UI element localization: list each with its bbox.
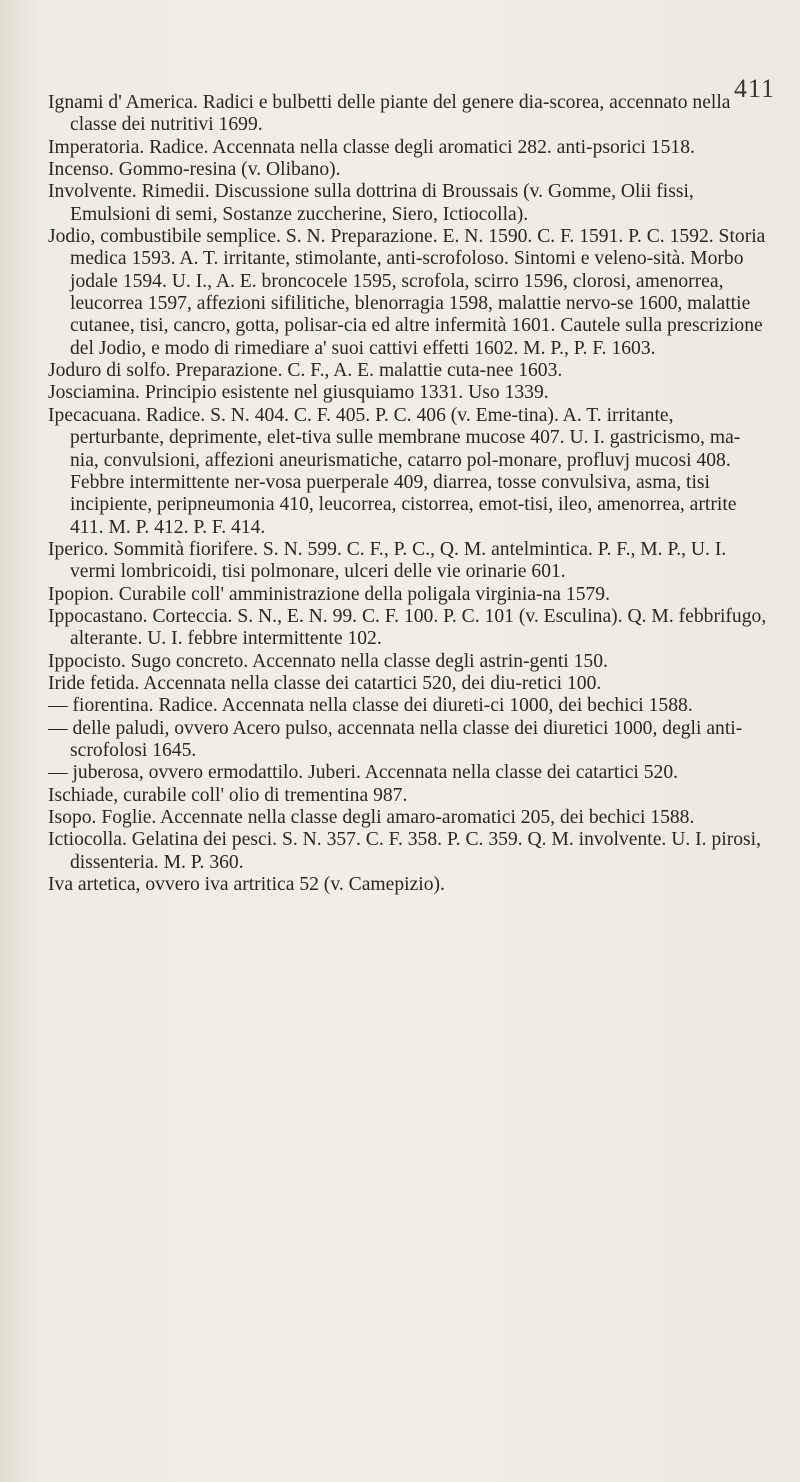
index-entry: Imperatoria. Radice. Accennata nella classe degli aromatici 282. anti-psorici 1518. bbox=[48, 136, 695, 158]
index-entry: Iride fetida. Accennata nella classe dei catartici 520, dei diu-retici 100. bbox=[48, 672, 602, 694]
index-entries bbox=[48, 92, 768, 896]
index-entry: Joduro di solfo. Preparazione. C. F., A. E. malattie cuta-nee 1603. bbox=[48, 360, 563, 382]
index-entry: Ippocastano. Corteccia. S. N., E. N. 99. C. F. 100. P. C. 101 (v. Esculina). Q. M. febbrifugo, alterante. U. I. febbre intermittente 102. bbox=[48, 605, 767, 650]
index-entry: Isopo. Foglie. Accennate nella classe degli amaro-aromatici 205, dei bechici 1588. bbox=[48, 807, 695, 828]
index-entry: Iperico. Sommità fiorifere. S. N. 599. C. F., P. C., Q. M. antelmintica. P. F., M. P., U. I. vermi lombricoidi, tisi polmonare, ulceri delle vie orinarie 601. bbox=[48, 538, 727, 583]
index-subentry: — delle paludi, ovvero Acero pulso, accennata nella classe dei diuretici 1000, degli anti-scrofolosi 1645. bbox=[48, 717, 743, 761]
index-entry: Ignami d' America. Radici e bulbetti delle piante del genere dia-scorea, accennato nella classe dei nutritivi 1699. bbox=[48, 92, 731, 136]
index-entry: Ipopion. Curabile coll' amministrazione della poligala virginia-na 1579. bbox=[48, 583, 610, 605]
page-number: 411 bbox=[734, 74, 776, 103]
index-entry: Ipecacuana. Radice. S. N. 404. C. F. 405. P. C. 406 (v. Eme-tina). A. T. irritante, perturbante, deprimente, elet-tiva sulle membrane mucose 407. U. I. gastricismo, ma-nia, convulsioni, affezioni aneurismatiche, catarro pol-monare, profluvj mucosi 408. Febbre intermittente ner-vosa puerperale 409, diarrea, tosse convulsiva, asma, tisi incipiente, peripneumonia 410, leucorrea, cistorrea, emot-tisi, ileo, amenorrea, artrite 411. M. P. 412. P. F. 414. bbox=[48, 404, 741, 538]
index-subentry: — fiorentina. Radice. Accennata nella classe dei diureti-ci 1000, dei bechici 1588. bbox=[48, 695, 693, 717]
index-entry: Ictiocolla. Gelatina dei pesci. S. N. 357. C. F. 358. P. C. 359. Q. M. involvente. U. I. pirosi, dissenteria. M. P. 360. bbox=[48, 829, 761, 873]
index-entry: Involvente. Rimedii. Discussione sulla dottrina di Broussais (v. Gomme, Olii fissi, Emulsioni di semi, Sostanze zuccherine, Siero, Ictiocolla). bbox=[48, 181, 694, 225]
index-entry: Iva artetica, ovvero iva artritica 52 (v. Camepizio). bbox=[48, 874, 445, 896]
index-entry: Ischiade, curabile coll' olio di trementina 987. bbox=[48, 784, 408, 806]
index-entry: Ippocisto. Sugo concreto. Accennato nella classe degli astrin-genti 150. bbox=[48, 650, 608, 672]
index-entry: Josciamina. Principio esistente nel giusquiamo 1331. Uso 1339. bbox=[48, 382, 549, 404]
index-entry: Jodio, combustibile semplice. S. N. Preparazione. E. N. 1590. C. F. 1591. P. C. 1592. Storia medica 1593. A. T. irritante, stimolante, anti-scrofoloso. Sintomi e veleno-sità. Morbo jodale 1594. U. I., A. E. broncocele 1595, scrofola, scirro 1596, clorosi, amenorrea, leucorrea 1597, affezioni sifilitiche, blenorragia 1598, malattie nervo-se 1600, malattie cutanee, tisi, cancro, gotta, polisar-cia ed altre infermità 1601. Cautele sulla prescrizione del Jodio, e modo di rimediare a' suoi cattivi effetti 1602. M. P., P. F. 1603. bbox=[48, 226, 766, 359]
index-subentry: — juberosa, ovvero ermodattilo. Juberi. Accennata nella classe dei catartici 520. bbox=[48, 762, 679, 784]
index-entry: Incenso. Gommo-resina (v. Olibano). bbox=[48, 159, 341, 181]
